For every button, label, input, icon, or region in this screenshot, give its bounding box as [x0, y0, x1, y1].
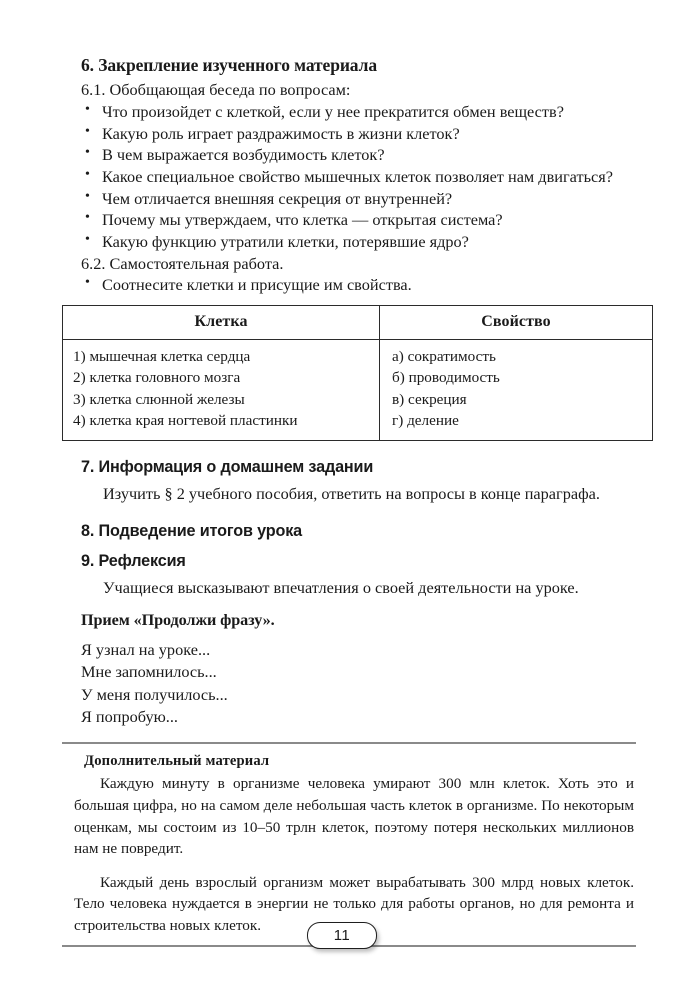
spacer [62, 728, 636, 742]
list-item: • В чем выражается возбудимость клеток? [62, 144, 636, 166]
spacer [62, 599, 636, 611]
phrase-list [62, 639, 636, 729]
table-cell-properties-list [380, 339, 653, 440]
technique-title: Прием «Продолжи фразу». [81, 610, 275, 629]
table-cell-line: 2) клетка головного мозга [73, 369, 241, 387]
phrase-line: У меня получилось... [81, 684, 228, 704]
table-cell-line: 4) клетка края ногтевой пластинки [73, 412, 298, 430]
list-item: • Какую роль играет раздражимость в жизни клеток? [62, 123, 636, 145]
table-cell-line: б) проводимость [392, 369, 500, 387]
page-number-label: 11 [333, 927, 351, 944]
matching-table-wrapper [62, 305, 636, 441]
list-item: • Какое специальное свойство мышечных клеток позволяет нам двигаться? [62, 166, 636, 188]
discussion-question-list [62, 101, 636, 253]
independent-work-task-list [62, 274, 636, 296]
table-cell-line: а) сократимость [392, 347, 496, 365]
table-row [63, 339, 653, 440]
list-item: • Соотнесите клетки и присущие им свойства. [62, 274, 636, 296]
section-8-heading: 8. Подведение итогов урока [81, 521, 303, 540]
section-7-body: Изучить § 2 учебного пособия, ответить на вопросы в конце параграфа. [103, 484, 600, 504]
extra-material-title: Дополнительный материал [84, 753, 270, 770]
spacer [62, 541, 636, 551]
table-header-cell-cell: Клетка [63, 305, 380, 339]
phrase-line: Мне запомнилось... [81, 662, 217, 682]
spacer [62, 505, 636, 521]
list-item: • Что произойдет с клеткой, если у нее прекратится обмен веществ? [62, 101, 636, 123]
table-body [63, 339, 653, 440]
table-header-cell-property: Свойство [380, 305, 653, 339]
extra-material-paragraph: Каждую минуту в организме человека умирают 300 млн клеток. Хоть это и большая цифра, но на самом деле небольшая часть клеток в организме. По некоторым оценкам, мы состоим из 10–50 трлн клеток, поэтому потеря нескольких миллионов нам не повредит. [74, 775, 634, 858]
section-6-2-label: 6.2. Самостоятельная работа. [81, 253, 284, 273]
table-head [63, 305, 653, 339]
page-content [62, 55, 636, 947]
table-cell-line: 1) мышечная клетка сердца [73, 347, 251, 365]
phrase-line: Я узнал на уроке... [81, 639, 211, 659]
table-cell-cells-list [63, 339, 380, 440]
phrase-line: Я попробую... [81, 707, 178, 726]
section-6-heading: 6. Закрепление изученного материала [81, 55, 377, 75]
list-item: • Какую функцию утратили клетки, потерявшие ядро? [62, 231, 636, 253]
table-cell-line: г) деление [392, 412, 459, 430]
section-7-heading: 7. Информация о домашнем задании [81, 458, 374, 477]
list-item: • Чем отличается внешняя секреция от внутренней? [62, 188, 636, 210]
matching-table [62, 305, 653, 441]
extra-material-block [62, 744, 636, 936]
table-cell-line: 3) клетка слюнной железы [73, 390, 245, 408]
extra-material-paragraph: Каждый день взрослый организм может вырабатывать 300 млрд новых клеток. Тело человека нуждается в энергии не только для работы органов, но для ремонта и строительства новых клеток. [74, 873, 634, 934]
section-9-body: Учащиеся высказывают впечатления о своей деятельности на уроке. [103, 578, 579, 598]
section-9-heading: 9. Рефлексия [81, 552, 186, 571]
table-cell-line: в) секреция [392, 390, 467, 408]
spacer [62, 441, 636, 457]
page-number-badge [307, 922, 377, 949]
table-header-row [63, 305, 653, 339]
list-item: • Почему мы утверждаем, что клетка — открытая система? [62, 209, 636, 231]
section-6-1-label: 6.1. Обобщающая беседа по вопросам: [81, 80, 351, 100]
